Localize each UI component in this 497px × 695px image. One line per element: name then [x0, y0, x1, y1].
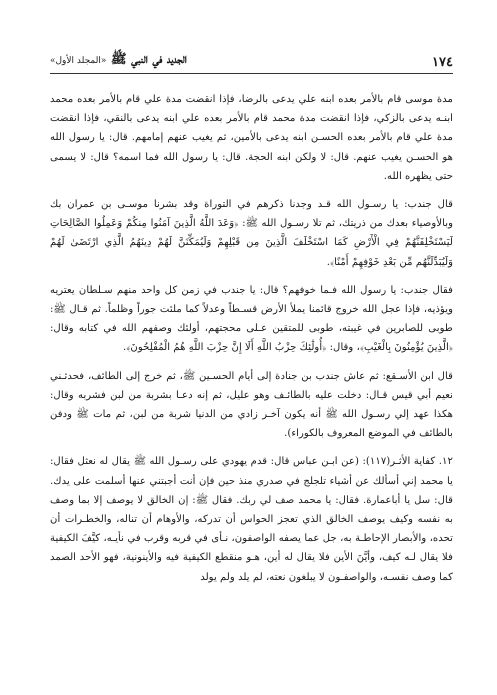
running-title: [50, 51, 187, 70]
volume-label: «المجلد الأول»: [50, 56, 107, 66]
paragraph-3: فقال جندب: يا رسول الله فـما خوفهم؟ قال: يا جندب في زمن كل واحد منهم سـلطان يعتريه ويؤذيه، فإذا عجل الله خروج قائمنا يملأ الأرض قسـطاً وعدلاً كما ملئت جوراً وظلماً. ثم قـال ﷺ: طوبى للصابرين في غيبته، طوبى للمتقين عـلى محجتهم، أولئك وصفهم الله في كتابه وقال: ﴿الَّذِينَ يُؤْمِنُونَ بِالْغَيْبِ﴾، وقال: ﴿أُولَٰئِكَ حِزْبُ اللَّهِ أَلَا إِنَّ حِزْبَ اللَّهِ هُمُ الْمُفْلِحُونَ﴾.: [50, 284, 453, 354]
page-header: [50, 48, 453, 70]
paragraph-5: ١٢. كفاية الأثـر(١١٧): (عن ابـن عباس قال: قدم يهودي على رسـول الله ﷺ يقال له نعثل فقال: يا محمد إني أسألك عن أشياء تلجلج في صدري منذ حين فإن أنت أجبتني عنها أسلمت على يدك. قال: سل يا أباعمارة. فقال: يا محمد صف لي ربك. فقال ﷺ: إن الخالق لا يوصف إلا بما وصف به نفسه وكيف يوصف الخالق الذي تعجز الحواس أن تدركه، والأوهام أن تناله، والخطـرات أن تحده، والأبصار الإحاطـة به، جل عما يصفه الواصفون، نـأى في قربه وقرب في نأيـه، كيَّفَ الكيفية فلا يقال لـه كيف، وأيَّنَ الأين فلا يقال له أين، هـو منقطع الكيفية فيه والأينونية، فهو الأحد الصمد كما وصف نفسـه، والواصفـون لا يبلغون نعته، لم يلد ولم يولد: [50, 456, 453, 583]
paragraph-1: مدة موسى قام بالأمر بعده ابنه علي يدعى بالرضا، فإذا انقضت مدة علي قام بالأمر بعده محمد ابنـه يدعى بالزكي، فإذا انقضت مدة محمد قام بالأمر بعده علي ابنه يدعى بالنقي، فإذا انقضت مدة علي قام بالأمر بعده الحسـن ابنه يدعى بالأمين، ثم يغيب عنهم إمامهم. قال: يا رسول الله هو الحسـن يغيب عنهم. قال: لا ولكن ابنه الحجة. قال: يا رسول الله فما اسمه؟ قال: لا يسمى حتى يظهره الله.: [50, 94, 453, 182]
paragraph-4: قال ابن الأسـقع: ثم عاش جندب بن جنادة إلى أيام الحسـين ﷺ، ثم خرج إلى الطائف، فحدثـني نعيم أبي قيس قـال: دخلت عليه بالطائـف وهو عليل، ثم إنه دعـا بشربة من لبن فشربه وقال: هكذا عهد إلي رسـول الله ﷺ أنه يكون آخـر زادي من الدنيا شربة من لبن، ثم مات ﷺ ودفن بالطائف في الموضع المعروف بالكوراء).: [50, 370, 453, 440]
header-rule: [50, 73, 453, 74]
paragraph-2: قال جندب: يا رسـول الله قـد وجدنا ذكرهم في التوراة وقد بشرنا موسـى بن عمران بك وبالأوصياء بعدك من ذريتك، ثم تلا رسـول الله ﷺ: ﴿وَعَدَ اللَّهُ الَّذِينَ آمَنُوا مِنكُمْ وَعَمِلُوا الصَّالِحَاتِ لَيَسْتَخْلِفَنَّهُمْ فِي الْأَرْضِ كَمَا اسْتَخْلَفَ الَّذِينَ مِن قَبْلِهِمْ وَلَيُمَكِّنَنَّ لَهُمْ دِينَهُمُ الَّذِي ارْتَضَىٰ لَهُمْ وَلَيُبَدِّلَنَّهُم مِّن بَعْدِ خَوْفِهِمْ أَمْنًا﴾.: [50, 199, 453, 268]
page-number: ١٧٤: [432, 55, 453, 70]
page-body: [50, 90, 453, 596]
book-title: الجديد في النبي ﷺ: [110, 52, 187, 67]
